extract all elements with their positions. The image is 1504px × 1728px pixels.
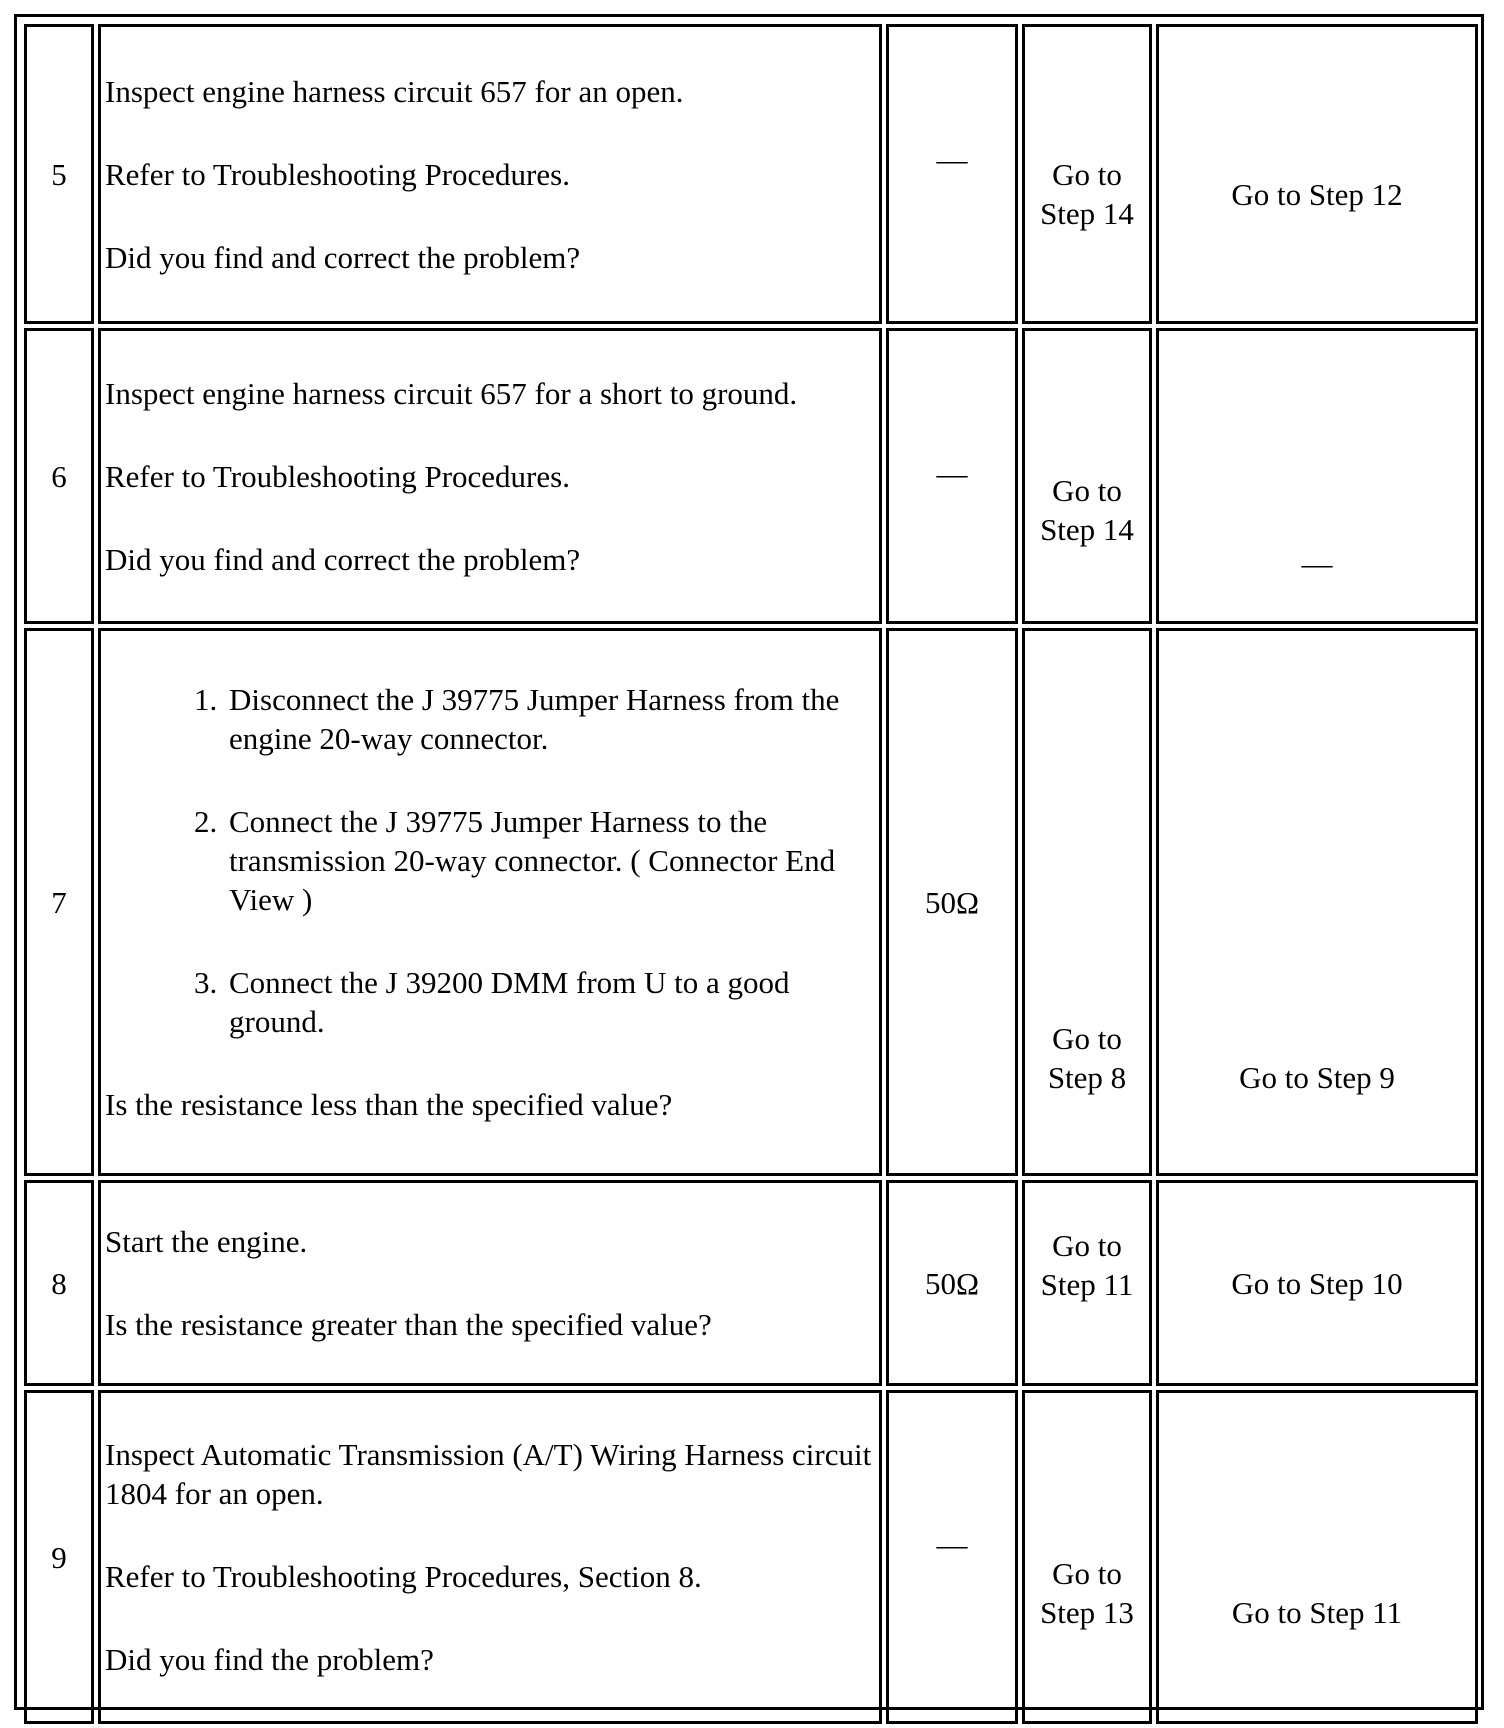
no-link[interactable]: Go to Step 10 [1231, 1265, 1403, 1301]
step-number-cell [24, 1390, 94, 1724]
action-line: Inspect engine harness circuit 657 for a short to ground. [105, 375, 798, 411]
action-cell [98, 24, 882, 324]
value-text: 50Ω [924, 884, 980, 920]
list-item: 2. Connect the J 39775 Jumper Harness to the transmission 20-way connector. ( Connector End View ) [225, 802, 875, 919]
yes-cell [1022, 328, 1152, 624]
step-number: 5 [51, 156, 67, 192]
step-number-cell [24, 1180, 94, 1386]
action-line: Inspect engine harness circuit 657 for an open. [105, 73, 684, 109]
action-line: Inspect Automatic Transmission (A/T) Wiring Harness circuit 1804 for an open. [105, 1437, 872, 1511]
action-line: Refer to Troubleshooting Procedures. [105, 458, 570, 494]
step-number-cell [24, 628, 94, 1176]
action-cell [98, 1390, 882, 1724]
action-line: Start the engine. [105, 1224, 308, 1259]
action-line: Is the resistance greater than the specified value? [105, 1307, 712, 1342]
substep-list [105, 680, 875, 1041]
no-link[interactable]: Go to Step 11 [1231, 1594, 1403, 1630]
action-line: Did you find and correct the problem? [105, 541, 581, 577]
no-cell [1156, 628, 1478, 1176]
step-number-cell [24, 24, 94, 324]
no-link[interactable]: Go to Step 9 [1239, 1060, 1395, 1095]
action-line: Refer to Troubleshooting Procedures. [105, 156, 570, 192]
yes-cell [1022, 24, 1152, 324]
step-number: 8 [51, 1265, 67, 1301]
yes-link[interactable]: Go to Step 13 [1040, 1556, 1134, 1630]
action-cell [98, 1180, 882, 1386]
step-number: 6 [51, 458, 67, 494]
table-row [24, 1390, 1478, 1724]
no-link[interactable]: Go to Step 12 [1231, 176, 1403, 212]
list-item: 1. Disconnect the J 39775 Jumper Harness from the engine 20-way connector. [225, 680, 875, 758]
troubleshooting-table [20, 20, 1482, 1728]
action-line: Did you find and correct the problem? [105, 239, 581, 275]
step-number: 7 [51, 884, 67, 920]
action-cell [98, 328, 882, 624]
list-item: 3. Connect the J 39200 DMM from U to a good ground. [225, 963, 875, 1041]
yes-link[interactable]: Go to Step 11 [1040, 1228, 1134, 1302]
yes-cell [1022, 1390, 1152, 1724]
action-line: Refer to Troubleshooting Procedures, Section 8. [105, 1559, 702, 1594]
yes-link[interactable]: Go to Step 14 [1040, 157, 1134, 231]
table-row [24, 1180, 1478, 1386]
yes-link[interactable]: Go to Step 8 [1047, 1021, 1127, 1095]
value-cell [886, 328, 1018, 624]
step-number: 9 [51, 1539, 67, 1575]
no-cell [1156, 24, 1478, 324]
value-cell [886, 1390, 1018, 1724]
no-cell [1156, 328, 1478, 624]
table-row [24, 24, 1478, 324]
table-row [24, 628, 1478, 1176]
value-cell [886, 24, 1018, 324]
table-row [24, 328, 1478, 624]
value-text: — [936, 1526, 968, 1562]
no-cell [1156, 1390, 1478, 1724]
action-cell [98, 628, 882, 1176]
value-cell [886, 1180, 1018, 1386]
yes-cell [1022, 1180, 1152, 1386]
yes-link[interactable]: Go to Step 14 [1040, 473, 1134, 547]
action-line: Did you find the problem? [105, 1642, 434, 1677]
value-cell [886, 628, 1018, 1176]
value-text: — [936, 141, 968, 177]
no-cell [1156, 1180, 1478, 1386]
action-question: Is the resistance less than the specified value? [105, 1087, 673, 1122]
value-text: — [936, 455, 968, 491]
value-text: 50Ω [924, 1265, 980, 1301]
step-number-cell [24, 328, 94, 624]
troubleshooting-table-frame [14, 14, 1484, 1710]
yes-cell [1022, 628, 1152, 1176]
no-value: — [1301, 546, 1333, 581]
